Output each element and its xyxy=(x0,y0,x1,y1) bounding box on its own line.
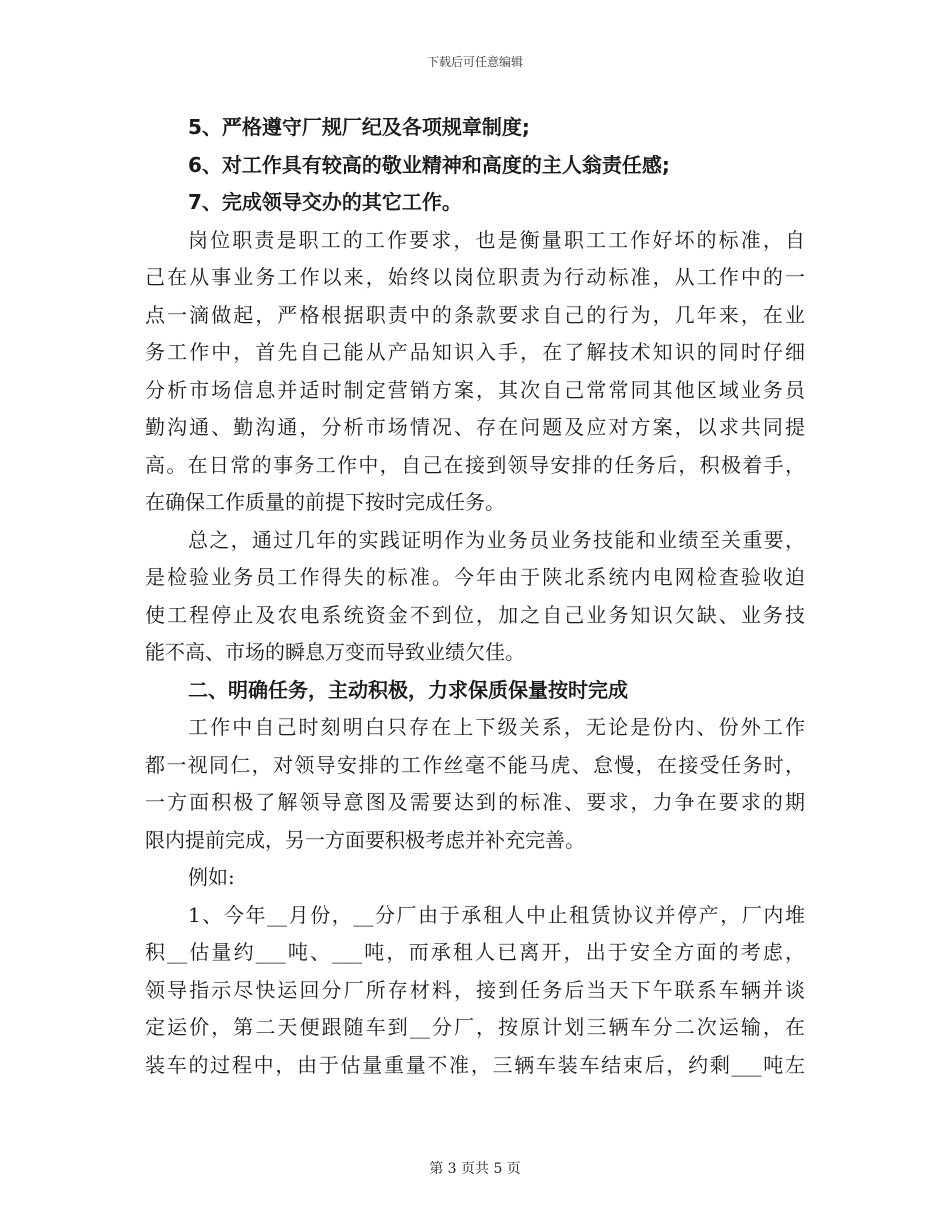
paragraph-line: 总之，通过几年的实践证明作为业务员业务技能和业绩至关重要， xyxy=(188,527,805,552)
paragraph-line: 己在从事业务工作以来，始终以岗位职责为行动标准，从工作中的一 xyxy=(145,265,805,289)
page-footer: 第 3 页共 5 页 xyxy=(429,1161,521,1177)
paragraph-line: 勤沟通、勤沟通，分析市场情况、存在问题及应对方案，以求共同提 xyxy=(145,415,805,439)
heading-line: 5、严格遵守厂规厂纪及各项规章制度; xyxy=(188,115,530,139)
paragraph-line: 高。在日常的事务工作中，自己在接到领导安排的任务后，积极着手， xyxy=(145,452,805,477)
page-header: 下载后可任意编辑 xyxy=(426,55,523,69)
paragraph-line: 岗位职责是职工的工作要求，也是衡量职工工作好坏的标准，自 xyxy=(188,227,805,252)
paragraph-line: 1、今年__月份，__分厂由于承租人中止租赁协议并停产，厂内堆 xyxy=(188,902,805,927)
paragraph-line: 能不高、市场的瞬息万变而导致业绩欠佳。 xyxy=(145,640,525,664)
document-body xyxy=(145,109,805,1084)
paragraph-line: 点一滴做起，严格根据职责中的条款要求自己的行为，几年来，在业 xyxy=(145,302,805,327)
paragraph-line: 在确保工作质量的前提下按时完成任务。 xyxy=(145,490,505,514)
paragraph-line: 使工程停止及农电系统资金不到位，加之自己业务知识欠缺、业务技 xyxy=(145,602,805,627)
paragraph-line: 一方面积极了解领导意图及需要达到的标准、要求，力争在要求的期 xyxy=(145,790,805,814)
paragraph-line: 积__估量约___吨、___吨，而承租人已离开，出于安全方面的考虑， xyxy=(145,940,805,964)
paragraph-line: 例如: xyxy=(188,865,235,889)
paragraph-line: 限内提前完成，另一方面要积极考虑并补充完善。 xyxy=(145,827,585,852)
paragraph-line: 是检验业务员工作得失的标准。今年由于陕北系统内电网检查验收迫 xyxy=(145,565,805,589)
heading-line: 7、完成领导交办的其它工作。 xyxy=(188,190,462,214)
paragraph-line: 装车的过程中，由于估量重量不准，三辆车装车结束后，约剩___吨左 xyxy=(145,1052,805,1077)
heading-line: 二、明确任务，主动积极，力求保质保量按时完成 xyxy=(188,677,628,702)
paragraph-line: 分析市场信息并适时制定营销方案，其次自己常常同其他区域业务员 xyxy=(145,377,805,402)
paragraph-line: 都一视同仁，对领导安排的工作丝毫不能马虎、怠慢，在接受任务时， xyxy=(145,752,805,777)
paragraph-line: 领导指示尽快运回分厂所存材料，接到任务后当天下午联系车辆并谈 xyxy=(145,977,805,1002)
paragraph-line: 定运价，第二天便跟随车到__分厂，按原计划三辆车分二次运输，在 xyxy=(145,1015,805,1039)
heading-line: 6、对工作具有较高的敬业精神和高度的主人翁责任感; xyxy=(188,152,670,177)
paragraph-line: 工作中自己时刻明白只存在上下级关系，无论是份内、份外工作 xyxy=(188,715,805,739)
paragraph-line: 务工作中，首先自己能从产品知识入手，在了解技术知识的同时仔细 xyxy=(145,340,805,364)
